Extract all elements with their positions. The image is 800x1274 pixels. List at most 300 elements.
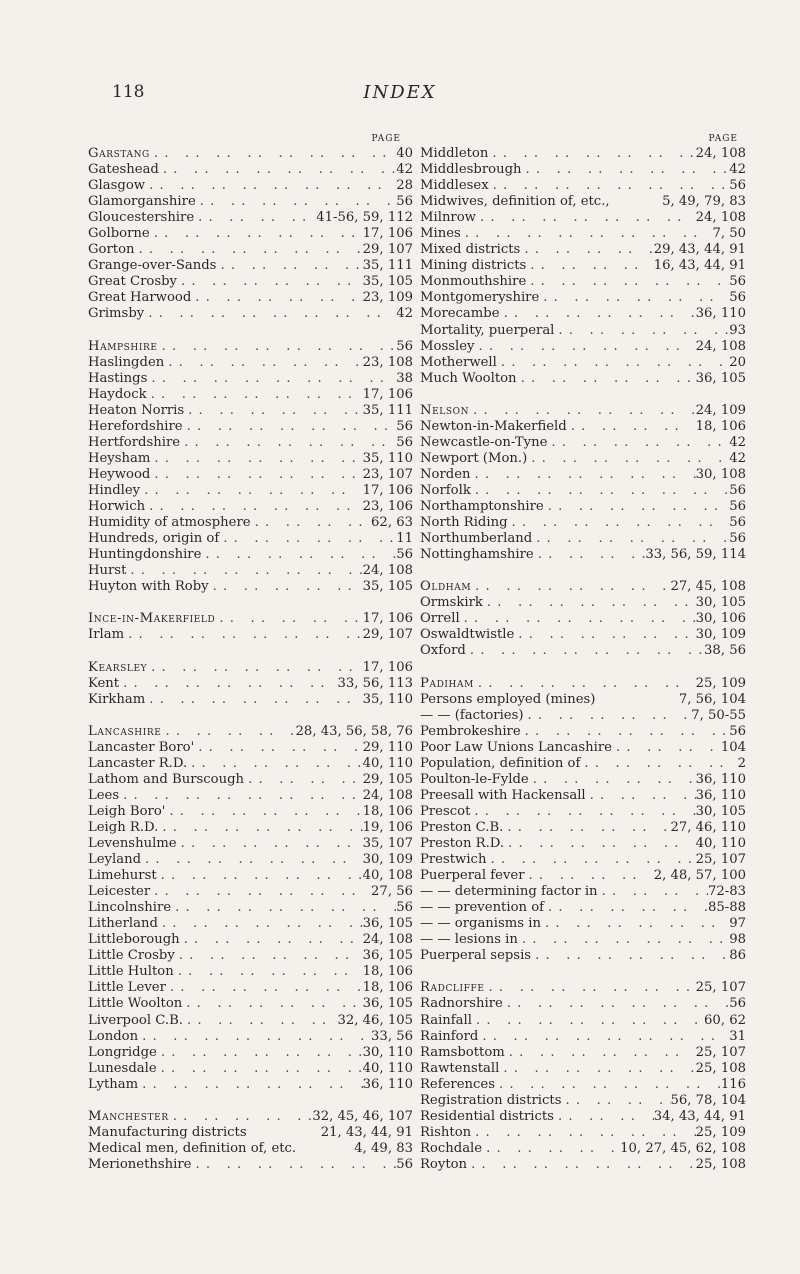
index-entry — [88, 515, 413, 531]
dot-leader — [219, 531, 396, 547]
dot-leader — [216, 258, 362, 274]
index-term: Levenshulme — [88, 836, 177, 852]
dot-leader — [215, 611, 362, 627]
index-term: Middleton — [420, 146, 489, 161]
index-entry — [420, 1077, 746, 1093]
index-entries-right — [420, 146, 746, 1173]
index-pages: 2, 48, 57, 100 — [653, 868, 746, 884]
index-term: Huyton with Roby — [88, 579, 209, 595]
dot-leader — [209, 579, 363, 595]
dot-leader — [482, 1141, 620, 1157]
dot-leader — [466, 643, 704, 659]
index-pages: 32, 46, 105 — [337, 1012, 413, 1028]
index-entry — [88, 1045, 413, 1061]
index-pages: 42 — [729, 450, 746, 466]
index-pages: 10, 27, 45, 62, 108 — [620, 1140, 746, 1156]
dot-leader — [164, 355, 362, 371]
index-entry — [88, 483, 413, 499]
index-term: Leigh R.D. — [88, 819, 159, 835]
index-entry — [88, 676, 413, 692]
dot-leader — [547, 435, 729, 451]
section-spacer — [88, 643, 413, 659]
index-term: Haslingden — [88, 354, 165, 370]
index-entry — [420, 1141, 746, 1157]
dot-leader — [489, 178, 730, 194]
index-entry — [88, 339, 413, 355]
index-entry — [420, 435, 746, 451]
index-term: Milnrow — [420, 210, 476, 226]
index-term: Lunesdale — [88, 1060, 157, 1076]
index-term: Newport (Mon.) — [420, 450, 528, 466]
index-term: Oswaldtwistle — [420, 627, 515, 643]
index-term: Leyland — [88, 852, 142, 868]
index-entry — [420, 692, 746, 708]
dot-leader — [174, 964, 363, 980]
index-entry — [420, 483, 746, 499]
index-pages: 24, 109 — [695, 402, 746, 418]
dot-leader — [140, 483, 363, 499]
index-term: Middlesex — [420, 178, 489, 194]
dot-leader — [470, 804, 695, 820]
dot-leader — [187, 756, 363, 772]
index-entry — [88, 435, 413, 451]
dot-leader — [138, 1077, 363, 1093]
index-pages: 34, 43, 44, 91 — [653, 1108, 746, 1124]
index-pages: 35, 110 — [362, 450, 413, 466]
index-entry — [420, 515, 746, 531]
dot-leader — [521, 724, 730, 740]
index-entry — [88, 980, 413, 996]
section-spacer — [420, 387, 746, 403]
index-pages: 23, 109 — [362, 290, 413, 306]
index-entry — [420, 1061, 746, 1077]
index-term: Kearsley — [88, 659, 148, 675]
index-pages: 56 — [396, 338, 413, 354]
section-spacer — [420, 563, 746, 579]
index-term: Royton — [420, 1156, 468, 1172]
index-entry — [88, 932, 413, 948]
dot-leader — [183, 419, 397, 435]
dot-leader — [471, 483, 729, 499]
index-pages: 56 — [729, 290, 746, 306]
index-entry — [88, 1077, 413, 1093]
section-spacer — [88, 708, 413, 724]
index-pages: 36, 105 — [362, 996, 413, 1012]
index-pages: 56 — [729, 531, 746, 547]
index-term: Newton-in-Makerfield — [420, 418, 567, 434]
index-term: Rochdale — [420, 1140, 483, 1156]
index-entry — [88, 660, 413, 676]
dot-leader — [182, 996, 362, 1012]
dot-leader — [485, 980, 696, 996]
dot-leader — [124, 627, 363, 643]
index-entry — [420, 627, 746, 643]
index-term: Ramsbottom — [420, 1044, 505, 1060]
index-pages: 7, 56, 104 — [678, 691, 746, 707]
index-term: Little Woolton — [88, 996, 183, 1012]
index-pages: 33, 56, 59, 114 — [645, 547, 746, 563]
dot-leader — [544, 499, 730, 515]
index-pages: 35, 110 — [362, 691, 413, 707]
index-pages: 40, 110 — [362, 1060, 413, 1076]
dot-leader — [514, 627, 695, 643]
index-entry — [420, 339, 746, 355]
dot-leader — [194, 210, 316, 226]
dot-leader — [517, 371, 696, 387]
index-entry — [420, 1029, 746, 1045]
dot-leader — [169, 1109, 313, 1125]
index-term: Golborne — [88, 226, 150, 242]
index-pages: 33, 56, 113 — [337, 675, 413, 691]
index-term: Lathom and Burscough — [88, 771, 245, 787]
index-entry — [88, 884, 413, 900]
index-entry — [420, 531, 746, 547]
index-pages: 38, 56 — [704, 643, 746, 659]
index-term: Hundreds, origin of — [88, 531, 220, 547]
index-term: Much Woolton — [420, 370, 517, 386]
index-term: Poulton-le-Fylde — [420, 771, 529, 787]
index-term: Oldham — [420, 579, 472, 595]
index-pages: 24, 108 — [362, 932, 413, 948]
dot-leader — [251, 515, 371, 531]
dot-leader — [150, 146, 396, 162]
index-pages: 56 — [729, 515, 746, 531]
dot-leader — [526, 274, 729, 290]
index-term: Rawtenstall — [420, 1060, 500, 1076]
index-entry — [420, 306, 746, 322]
section-spacer — [420, 660, 746, 676]
dot-leader — [474, 339, 695, 355]
index-pages: 32, 45, 46, 107 — [312, 1108, 413, 1124]
index-entry — [88, 210, 413, 226]
index-pages: 25, 109 — [695, 1124, 746, 1140]
index-term: Limehurst — [88, 868, 157, 884]
dot-leader — [472, 1013, 704, 1029]
index-pages: 16, 43, 44, 91 — [653, 258, 746, 274]
index-pages: 28 — [396, 178, 413, 194]
index-pages: 17, 106 — [362, 386, 413, 402]
dot-leader — [191, 1157, 396, 1173]
index-entry — [88, 996, 413, 1012]
index-pages: 30, 110 — [362, 1044, 413, 1060]
index-pages: 23, 108 — [362, 354, 413, 370]
index-term: Great Crosby — [88, 274, 177, 290]
dot-leader — [486, 852, 695, 868]
index-entry — [420, 194, 746, 210]
dot-leader — [150, 226, 363, 242]
dot-leader — [194, 740, 362, 756]
index-entry — [420, 579, 746, 595]
index-term: Residential districts — [420, 1108, 554, 1124]
dot-leader — [580, 756, 737, 772]
index-term: Poor Law Unions Lancashire — [420, 739, 612, 755]
index-entry — [88, 916, 413, 932]
index-term: Haydock — [88, 386, 147, 402]
index-term: — — determining factor in — [420, 884, 598, 900]
index-term: Gorton — [88, 242, 135, 258]
index-entry — [420, 323, 746, 339]
dot-leader — [469, 403, 696, 419]
index-pages: 30, 106 — [695, 611, 746, 627]
index-pages: 24, 108 — [695, 338, 746, 354]
index-entries-left — [88, 146, 413, 1173]
dot-leader — [157, 1061, 363, 1077]
index-entry — [88, 740, 413, 756]
index-term: Pembrokeshire — [420, 723, 521, 739]
index-pages: 21, 43, 44, 91 — [320, 1124, 413, 1140]
page-column-label: PAGE — [708, 134, 738, 144]
index-pages: 56 — [396, 900, 413, 916]
index-term: Norden — [420, 466, 471, 482]
dot-leader — [180, 932, 363, 948]
index-entry — [88, 355, 413, 371]
dot-leader — [183, 1013, 338, 1029]
index-entry — [420, 1013, 746, 1029]
index-entry — [420, 708, 746, 724]
index-term: Northamptonshire — [420, 499, 544, 515]
index-term: Registration districts — [420, 1092, 562, 1108]
index-entry — [88, 579, 413, 595]
index-pages: 40 — [396, 146, 413, 161]
index-term: Orrell — [420, 611, 460, 627]
dot-leader — [500, 306, 696, 322]
dot-leader — [145, 692, 362, 708]
index-entry — [88, 1141, 413, 1157]
index-pages: 17, 106 — [362, 226, 413, 242]
dot-leader — [247, 1125, 321, 1141]
index-entry — [88, 692, 413, 708]
index-entry — [420, 676, 746, 692]
index-term: Littleborough — [88, 932, 180, 948]
index-term: — — prevention of — [420, 900, 545, 916]
index-entry — [420, 1125, 746, 1141]
dot-leader — [503, 820, 670, 836]
dot-leader — [126, 563, 362, 579]
index-term: Puerperal sepsis — [420, 948, 532, 964]
index-column-left — [88, 132, 413, 1173]
dot-leader — [567, 419, 696, 435]
dot-leader — [177, 274, 363, 290]
index-entry — [88, 371, 413, 387]
index-entry — [88, 804, 413, 820]
index-term: Herefordshire — [88, 418, 183, 434]
index-entry — [420, 467, 746, 483]
dot-leader — [497, 355, 729, 371]
index-term: Padiham — [420, 675, 474, 691]
index-term: Heaton Norris — [88, 402, 185, 418]
index-pages: 31 — [729, 1028, 746, 1044]
index-term: Motherwell — [420, 354, 497, 370]
index-pages: 17, 106 — [362, 659, 413, 675]
dot-leader — [191, 290, 362, 306]
dot-leader — [171, 900, 396, 916]
index-term: Rishton — [420, 1124, 472, 1140]
index-pages: 33, 56 — [371, 1028, 413, 1044]
index-entry — [420, 932, 746, 948]
dot-leader — [150, 451, 362, 467]
dot-leader — [586, 788, 696, 804]
index-pages: 56 — [729, 178, 746, 194]
index-pages: 56 — [396, 1156, 413, 1172]
index-term: Lancaster R.D. — [88, 755, 188, 771]
index-term: Garstang — [88, 146, 150, 161]
index-pages: 30, 109 — [695, 627, 746, 643]
index-pages: 56 — [396, 194, 413, 210]
index-term: Rainfall — [420, 1012, 472, 1028]
dot-leader — [467, 1157, 696, 1173]
index-entry — [88, 258, 413, 274]
index-term: Little Hulton — [88, 964, 174, 980]
dot-leader — [508, 515, 730, 531]
index-term: Gateshead — [88, 162, 159, 178]
index-entry — [88, 1061, 413, 1077]
index-term: Hertfordshire — [88, 434, 181, 450]
dot-leader — [598, 884, 708, 900]
index-entry — [420, 499, 746, 515]
index-pages: 25, 107 — [695, 852, 746, 868]
index-term: Newcastle-on-Tyne — [420, 434, 548, 450]
index-term: Glamorganshire — [88, 194, 196, 210]
dot-leader — [539, 290, 729, 306]
index-pages: 27, 56 — [371, 884, 413, 900]
index-term: Northumberland — [420, 531, 533, 547]
index-term: Humidity of atmosphere — [88, 515, 251, 531]
index-entry — [420, 980, 746, 996]
index-pages: 86 — [729, 948, 746, 964]
dot-leader — [518, 932, 729, 948]
index-entry — [420, 162, 746, 178]
index-term: Lytham — [88, 1076, 139, 1092]
index-pages: 24, 108 — [695, 146, 746, 161]
index-entry — [420, 595, 746, 611]
index-term: Medical men, definition of, etc. — [88, 1140, 297, 1156]
index-entry — [88, 900, 413, 916]
index-entry — [420, 1045, 746, 1061]
dot-leader — [503, 996, 729, 1012]
dot-leader — [157, 1045, 363, 1061]
dot-leader — [526, 258, 653, 274]
index-term: Monmouthshire — [420, 274, 527, 290]
dot-leader — [157, 868, 363, 884]
dot-leader — [610, 194, 663, 210]
index-term: Leigh Boro' — [88, 803, 166, 819]
index-entry — [88, 531, 413, 547]
index-term: Little Lever — [88, 980, 166, 996]
index-term: Lancashire — [88, 723, 162, 739]
index-entry — [88, 242, 413, 258]
index-entry — [420, 756, 746, 772]
index-entry — [420, 724, 746, 740]
index-entry — [420, 1157, 746, 1173]
index-term: London — [88, 1028, 139, 1044]
index-entry — [88, 724, 413, 740]
index-term: Huntingdonshire — [88, 547, 202, 563]
index-term: Heysham — [88, 450, 151, 466]
index-pages: 35, 111 — [362, 402, 413, 418]
index-pages: 56 — [729, 274, 746, 290]
dot-leader — [461, 226, 713, 242]
dot-leader — [150, 884, 371, 900]
dot-leader — [147, 371, 396, 387]
dot-leader — [471, 1125, 696, 1141]
index-pages: 2 — [737, 755, 746, 771]
index-entry — [420, 948, 746, 964]
index-term: Hampshire — [88, 338, 158, 354]
index-pages: 40, 110 — [695, 836, 746, 852]
dot-leader — [161, 724, 295, 740]
index-entry — [420, 820, 746, 836]
dot-leader — [595, 692, 678, 708]
index-pages: 36, 110 — [695, 306, 746, 322]
index-entry — [88, 1029, 413, 1045]
dot-leader — [460, 611, 696, 627]
index-term: Lincolnshire — [88, 900, 172, 916]
dot-leader — [138, 1029, 371, 1045]
index-pages: 62, 63 — [371, 515, 413, 531]
dot-leader — [527, 451, 729, 467]
index-entry — [88, 948, 413, 964]
index-pages: 97 — [729, 916, 746, 932]
index-pages: 18, 106 — [362, 964, 413, 980]
index-pages: 41-56, 59, 112 — [316, 210, 413, 226]
index-term: Kent — [88, 675, 120, 691]
index-term: Prescot — [420, 803, 471, 819]
index-pages: 36, 110 — [362, 1076, 413, 1092]
index-term: Merionethshire — [88, 1156, 192, 1172]
section-spacer — [88, 323, 413, 339]
index-pages: 4, 49, 83 — [354, 1140, 413, 1156]
index-entry — [420, 916, 746, 932]
index-entry — [420, 1109, 746, 1125]
dot-leader — [531, 948, 729, 964]
index-entry — [420, 210, 746, 226]
index-entry — [88, 772, 413, 788]
dot-leader — [505, 1045, 696, 1061]
index-term: Persons employed (mines) — [420, 691, 596, 707]
index-pages: 42 — [396, 162, 413, 178]
dot-leader — [150, 467, 362, 483]
index-pages: 56 — [729, 996, 746, 1012]
index-term: Mixed districts — [420, 242, 521, 258]
index-term: Little Crosby — [88, 948, 175, 964]
index-entry — [88, 290, 413, 306]
dot-leader — [471, 579, 670, 595]
index-term: Hastings — [88, 370, 148, 386]
index-pages: 56, 78, 104 — [670, 1092, 746, 1108]
index-pages: 42 — [729, 434, 746, 450]
index-term: Gloucestershire — [88, 210, 195, 226]
index-term: References — [420, 1076, 495, 1092]
index-term: Preston C.B. — [420, 819, 504, 835]
section-spacer — [88, 1093, 413, 1109]
index-entry — [420, 740, 746, 756]
dot-leader — [525, 868, 654, 884]
index-pages: 30, 109 — [362, 852, 413, 868]
dot-leader — [119, 676, 337, 692]
index-entry — [420, 451, 746, 467]
index-term: Nottinghamshire — [420, 547, 534, 563]
index-entry — [88, 611, 413, 627]
dot-leader — [177, 836, 363, 852]
dot-leader — [495, 1077, 721, 1093]
index-term: Glasgow — [88, 178, 146, 194]
index-pages: 104 — [720, 739, 746, 755]
dot-leader — [544, 900, 708, 916]
index-pages: 38 — [396, 370, 413, 386]
index-entry — [420, 290, 746, 306]
index-entry — [88, 178, 413, 194]
index-term: Population, definition of — [420, 755, 581, 771]
